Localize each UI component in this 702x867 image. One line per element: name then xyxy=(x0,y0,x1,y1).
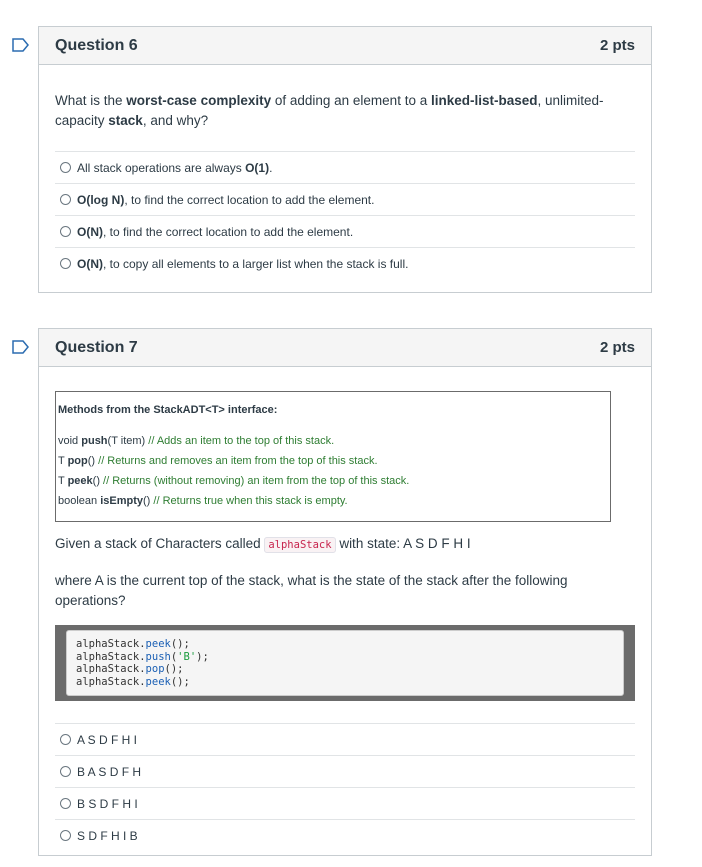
answer-option[interactable] xyxy=(55,248,635,279)
answer-option[interactable] xyxy=(55,184,635,216)
answer-label: O(N), to find the correct location to add the element. xyxy=(77,224,354,239)
flag-question-icon[interactable] xyxy=(12,340,30,354)
answer-label: All stack operations are always O(1). xyxy=(77,160,273,175)
radio-button[interactable] xyxy=(60,798,71,809)
answer-option[interactable] xyxy=(55,788,635,820)
radio-button[interactable] xyxy=(60,830,71,841)
question-points: 2 pts xyxy=(599,37,635,54)
answer-option[interactable] xyxy=(55,724,635,756)
answer-option[interactable] xyxy=(55,756,635,788)
radio-button[interactable] xyxy=(60,194,71,205)
flag-question-icon[interactable] xyxy=(12,38,30,52)
question-given: Given a stack of Characters called alphaStack with state: A S D F H I xyxy=(55,536,471,551)
radio-button[interactable] xyxy=(60,734,71,745)
code-line: alphaStack.peek(); xyxy=(76,675,190,688)
question-header xyxy=(39,329,651,367)
question-where: where A is the current top of the stack, what is the state of the stack after the following operations? xyxy=(55,573,568,608)
radio-button[interactable] xyxy=(60,162,71,173)
answer-list xyxy=(55,723,635,851)
code-line: alphaStack.pop(); xyxy=(76,663,184,675)
answer-option[interactable] xyxy=(55,820,635,851)
methods-title: Methods from the StackADT<T> interface: xyxy=(58,404,278,416)
question-header xyxy=(39,27,651,65)
code-block xyxy=(66,630,624,696)
question-prompt: What is the worst-case complexity of adding an element to a linked-list-based, unlimited-capacity stack, and why? xyxy=(55,93,604,128)
methods-box xyxy=(55,391,611,522)
inline-code: alphaStack xyxy=(264,537,335,553)
answer-list xyxy=(55,151,635,279)
answer-label: S D F H I B xyxy=(77,828,138,843)
method-line: T peek() // Returns (without removing) an item from the top of this stack. xyxy=(58,475,410,487)
code-line: alphaStack.push('B'); xyxy=(76,650,209,663)
question-points: 2 pts xyxy=(599,339,635,356)
method-line: void push(T item) // Adds an item to the top of this stack. xyxy=(58,435,335,447)
answer-option[interactable] xyxy=(55,152,635,184)
question-title: Question 7 xyxy=(55,338,138,356)
code-line: alphaStack.peek(); xyxy=(76,638,190,650)
answer-option[interactable] xyxy=(55,216,635,248)
answer-label: B A S D F H xyxy=(77,764,142,779)
answer-label: O(N), to copy all elements to a larger list when the stack is full. xyxy=(77,256,409,271)
code-block-frame xyxy=(55,625,635,701)
radio-button[interactable] xyxy=(60,766,71,777)
answer-label: O(log N), to find the correct location to add the element. xyxy=(77,192,375,207)
question-6-card xyxy=(38,26,652,293)
question-7-card xyxy=(38,328,652,856)
radio-button[interactable] xyxy=(60,258,71,269)
radio-button[interactable] xyxy=(60,226,71,237)
method-line: T pop() // Returns and removes an item from the top of this stack. xyxy=(58,455,378,467)
question-title: Question 6 xyxy=(55,36,138,54)
answer-label: B S D F H I xyxy=(77,796,138,811)
answer-label: A S D F H I xyxy=(77,732,138,747)
method-line: boolean isEmpty() // Returns true when this stack is empty. xyxy=(58,495,348,507)
